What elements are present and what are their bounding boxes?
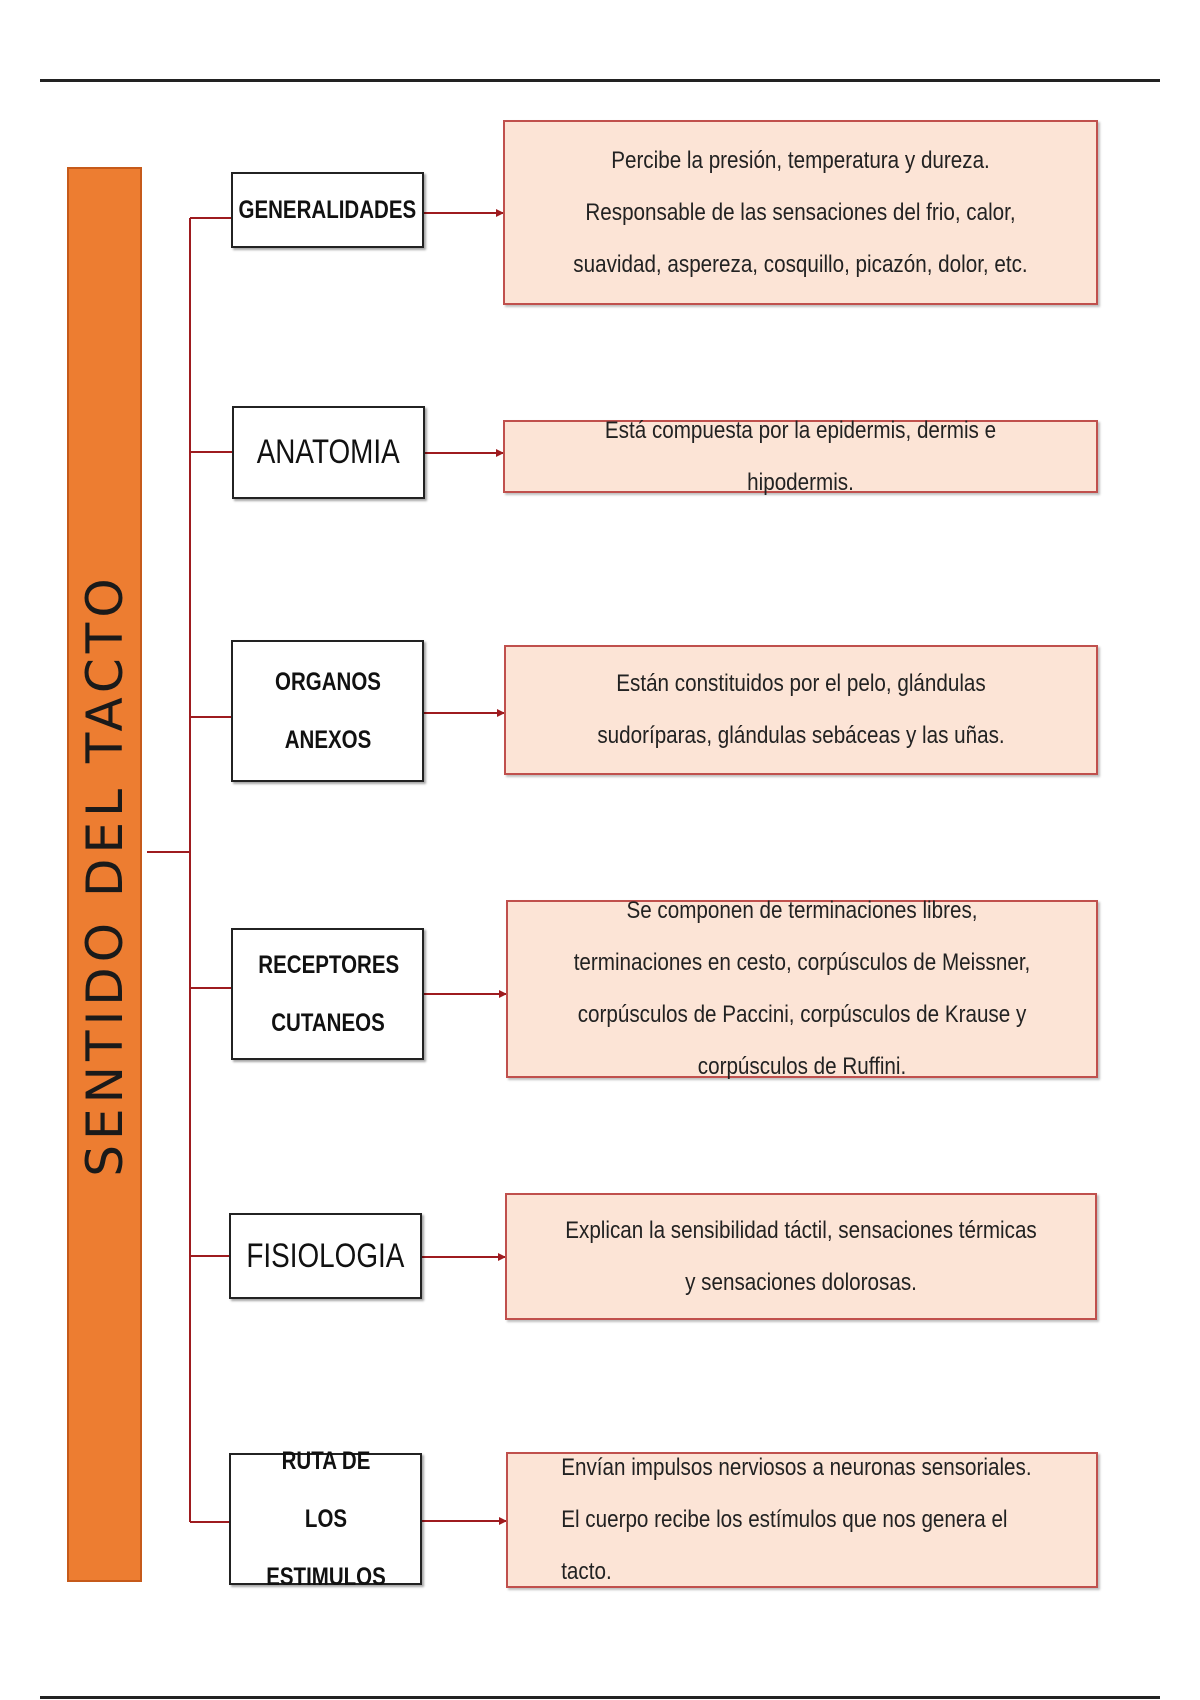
- description-text: Está compuesta por la epidermis, dermis e hipodermis.: [604, 416, 997, 496]
- description-box-generalidades: [503, 120, 1098, 305]
- description-text: Explican la sensibilidad táctil, sensaciones térmicas y sensaciones dolorosas.: [565, 1216, 1037, 1296]
- description-text: Percibe la presión, temperatura y dureza. Responsable de las sensaciones del frio, calor, suavidad, aspereza, cosquillo, picazón, dolor, etc.: [573, 146, 1028, 278]
- branch-label: GENERALIDADES: [238, 196, 417, 224]
- branch-label: RUTA DE LOS ESTIMULOS: [265, 1447, 386, 1591]
- description-box-ruta-de-los-estimulos: [506, 1452, 1098, 1588]
- description-text: Envían impulsos nerviosos a neuronas sensoriales. El cuerpo recibe los estímulos que nos genera el tacto.: [561, 1454, 1032, 1585]
- branch-node-receptores-cutaneos: [231, 928, 424, 1060]
- branch-node-ruta-de-los-estimulos: [229, 1447, 422, 1591]
- description-box-receptores-cutaneos: [506, 897, 1098, 1080]
- description-box-anatomia: [503, 416, 1098, 496]
- branch-node-fisiologia: [229, 1213, 422, 1299]
- description-box-organos-anexos: [504, 645, 1098, 775]
- main-topic-label: SENTIDO DEL TACTO: [75, 572, 134, 1177]
- branch-node-organos-anexos: [231, 640, 424, 782]
- bottom-rule: [40, 1696, 1160, 1699]
- branch-label: RECEPTORES CUTANEOS: [257, 951, 399, 1037]
- description-text: Se componen de terminaciones libres, terminaciones en cesto, corpúsculos de Meissner, corpúsculos de Paccini, corpúsculos de Krause y corpúsculos de Ruffini.: [573, 897, 1031, 1080]
- branch-label: ORGANOS ANEXOS: [274, 668, 381, 754]
- branch-node-generalidades: [231, 172, 424, 248]
- branch-label: FISIOLOGIA: [246, 1236, 405, 1275]
- description-text: Están constituidos por el pelo, glándulas sudoríparas, glándulas sebáceas y las uñas.: [597, 670, 1005, 749]
- branch-node-anatomia: [232, 406, 425, 499]
- description-box-fisiologia: [505, 1193, 1097, 1320]
- branch-label: ANATOMIA: [256, 433, 401, 471]
